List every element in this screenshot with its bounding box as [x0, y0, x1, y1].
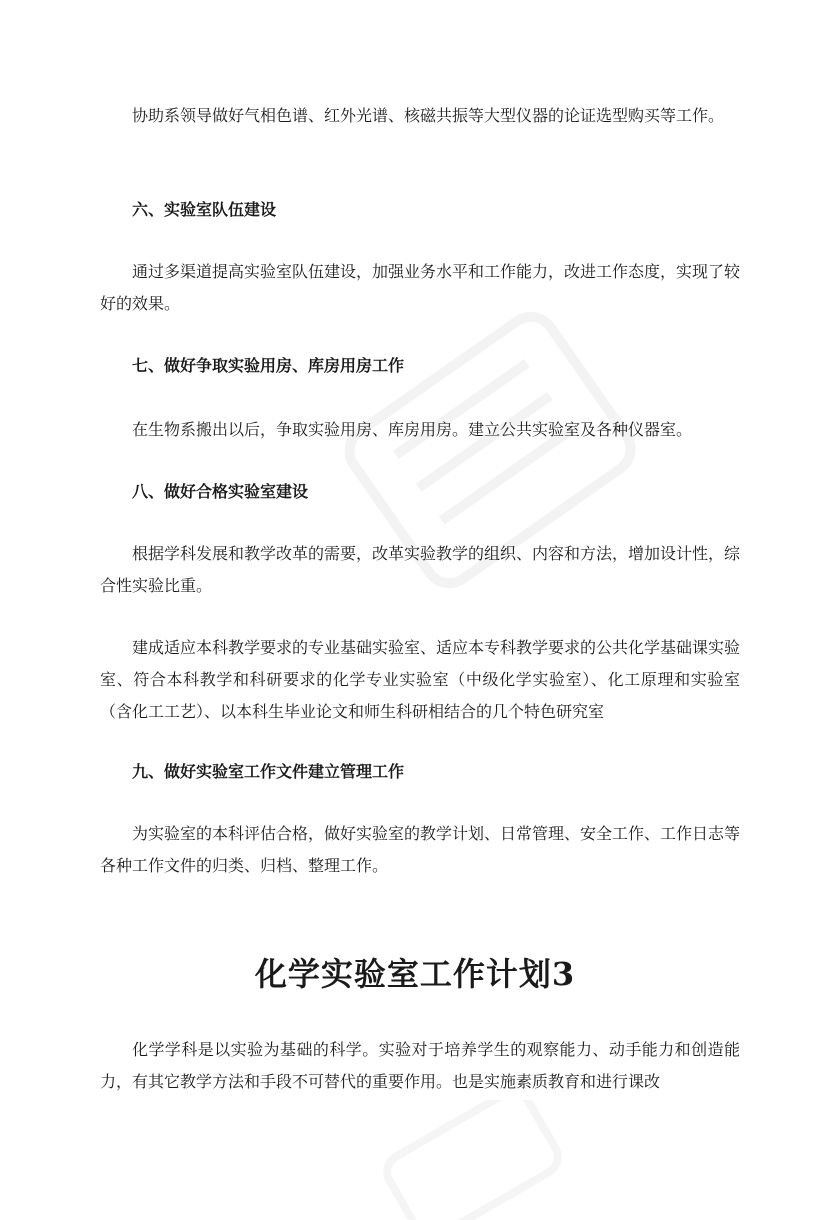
- section-9-paragraph: 为实验室的本科评估合格，做好实验室的教学计划、日常管理、安全工作、工作日志等各种工作文件的归类、归档、整理工作。: [100, 824, 741, 875]
- section-heading-8: 八、做好合格实验室建设: [132, 482, 309, 501]
- section-heading-7: 七、做好争取实验用房、库房用房工作: [132, 356, 405, 375]
- section-heading-9: 九、做好实验室工作文件建立管理工作: [132, 762, 405, 781]
- intro-paragraph: 化学学科是以实验为基础的科学。实验对于培养学生的观察能力、动手能力和创造能力，有其它教学方法和手段不可替代的重要作用。也是实施素质教育和进行课改: [100, 1040, 740, 1091]
- paragraph-continuation: 协助系领导做好气相色谱、红外光谱、核磁共振等大型仪器的论证选型购买等工作。: [132, 106, 725, 125]
- section-6-paragraph: 通过多渠道提高实验室队伍建设，加强业务水平和工作能力，改进工作态度，实现了较好的效果。: [100, 262, 741, 313]
- section-8-paragraph-1: 根据学科发展和教学改革的需要，改革实验教学的组织、内容和方法，增加设计性，综合性实验比重。: [100, 544, 741, 595]
- watermark-logo-bottom: [360, 1100, 580, 1220]
- section-7-paragraph: 在生物系搬出以后，争取实验用房、库房用房。建立公共实验室及各种仪器室。: [132, 420, 693, 439]
- section-8-paragraph-2: 建成适应本科教学要求的专业基础实验室、适应本专科教学要求的公共化学基础课实验室、符合本科教学和科研要求的化学专业实验室（中级化学实验室）、化工原理和实验室（含化工工艺）、以本科生毕业论文和师生科研相结合的几个特色研究室: [100, 638, 741, 721]
- section-heading-6: 六、实验室队伍建设: [132, 200, 277, 219]
- document-title: 化学实验室工作计划3: [254, 955, 576, 993]
